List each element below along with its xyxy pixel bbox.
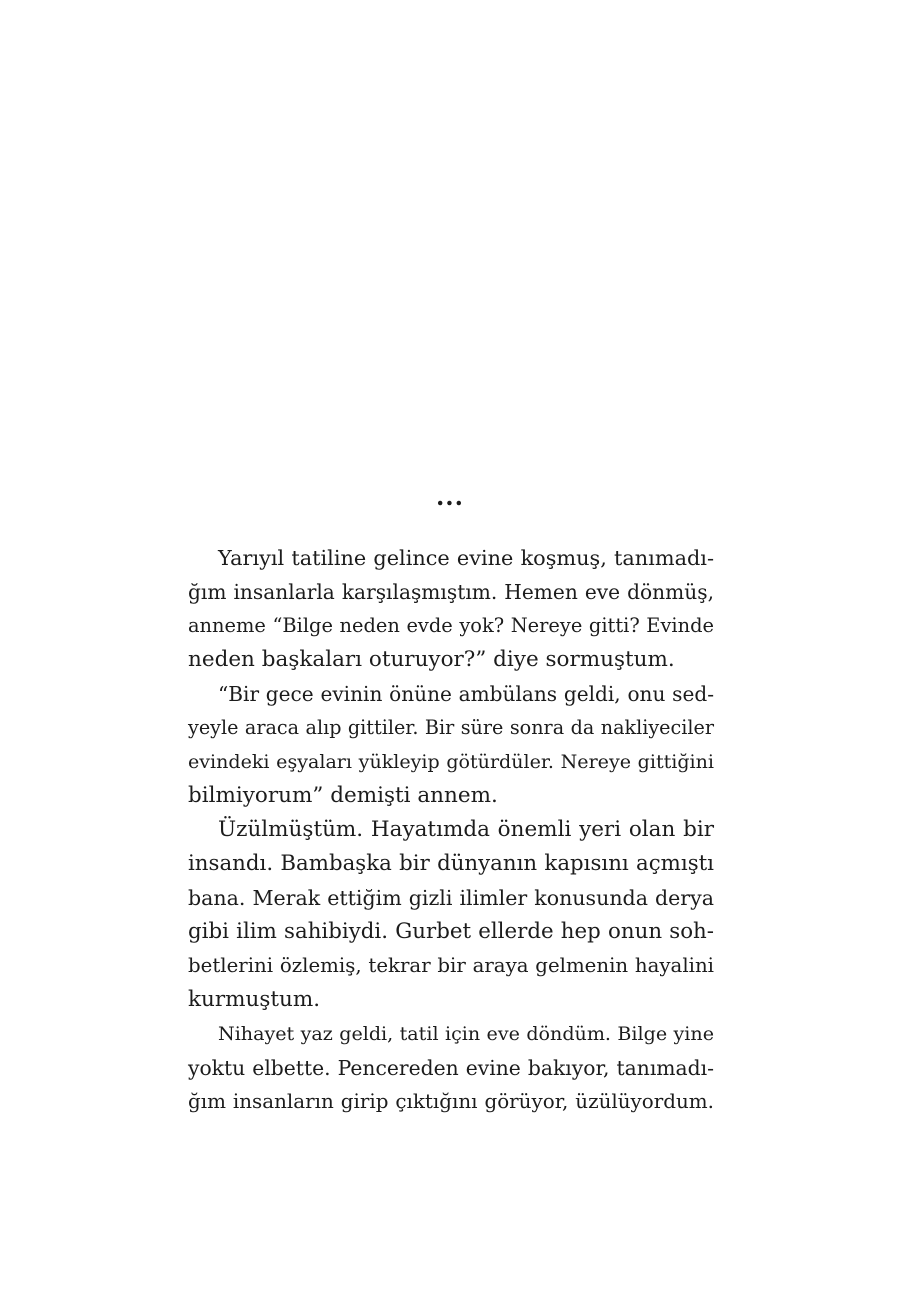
text-line: anneme “Bilge neden evde yok? Nereye gitti? Evinde xyxy=(188,614,714,637)
paragraph xyxy=(188,1017,714,1119)
text-line: insandı. Bambaşka bir dünyanın kapısını açmıştı xyxy=(188,851,714,876)
text-line: neden başkaları oturuyor?” diye sormuştum. xyxy=(188,647,675,672)
text-line: gibi ilim sahibiydi. Gurbet ellerde hep onun soh- xyxy=(188,919,714,944)
text-line: kurmuştum. xyxy=(188,987,321,1012)
body-text xyxy=(188,541,714,1119)
text-line: Nihayet yaz geldi, tatil için eve döndüm. Bilge yine xyxy=(218,1022,714,1045)
text-line: ğım insanların girip çıktığını görüyor, üzülüyordum. xyxy=(188,1090,714,1113)
text-line: evindeki eşyaları yükleyip götürdüler. Nereye gittiğini xyxy=(188,751,714,773)
text-line: Üzülmüştüm. Hayatımda önemli yeri olan bir xyxy=(218,817,714,842)
text-line: bilmiyorum” demişti annem. xyxy=(188,783,498,808)
paragraph xyxy=(188,677,714,813)
text-line: betlerini özlemiş, tekrar bir araya gelmenin hayalini xyxy=(188,954,714,977)
text-line: yoktu elbette. Pencereden evine bakıyor, tanımadı- xyxy=(188,1056,714,1080)
text-line: “Bir gece evinin önüne ambülans geldi, onu sed- xyxy=(218,682,714,706)
text-line: yeyle araca alıp gittiler. Bir süre sonra da nakliyeciler xyxy=(188,716,714,739)
text-line: Yarıyıl tatiline gelince evine koşmuş, tanımadı- xyxy=(218,546,714,570)
section-separator: ... xyxy=(435,482,465,511)
text-line: bana. Merak ettiğim gizli ilimler konusunda derya xyxy=(188,886,714,910)
paragraph xyxy=(188,541,714,677)
paragraph xyxy=(188,813,714,1017)
text-line: ğım insanlarla karşılaşmıştım. Hemen eve dönmüş, xyxy=(188,580,714,604)
